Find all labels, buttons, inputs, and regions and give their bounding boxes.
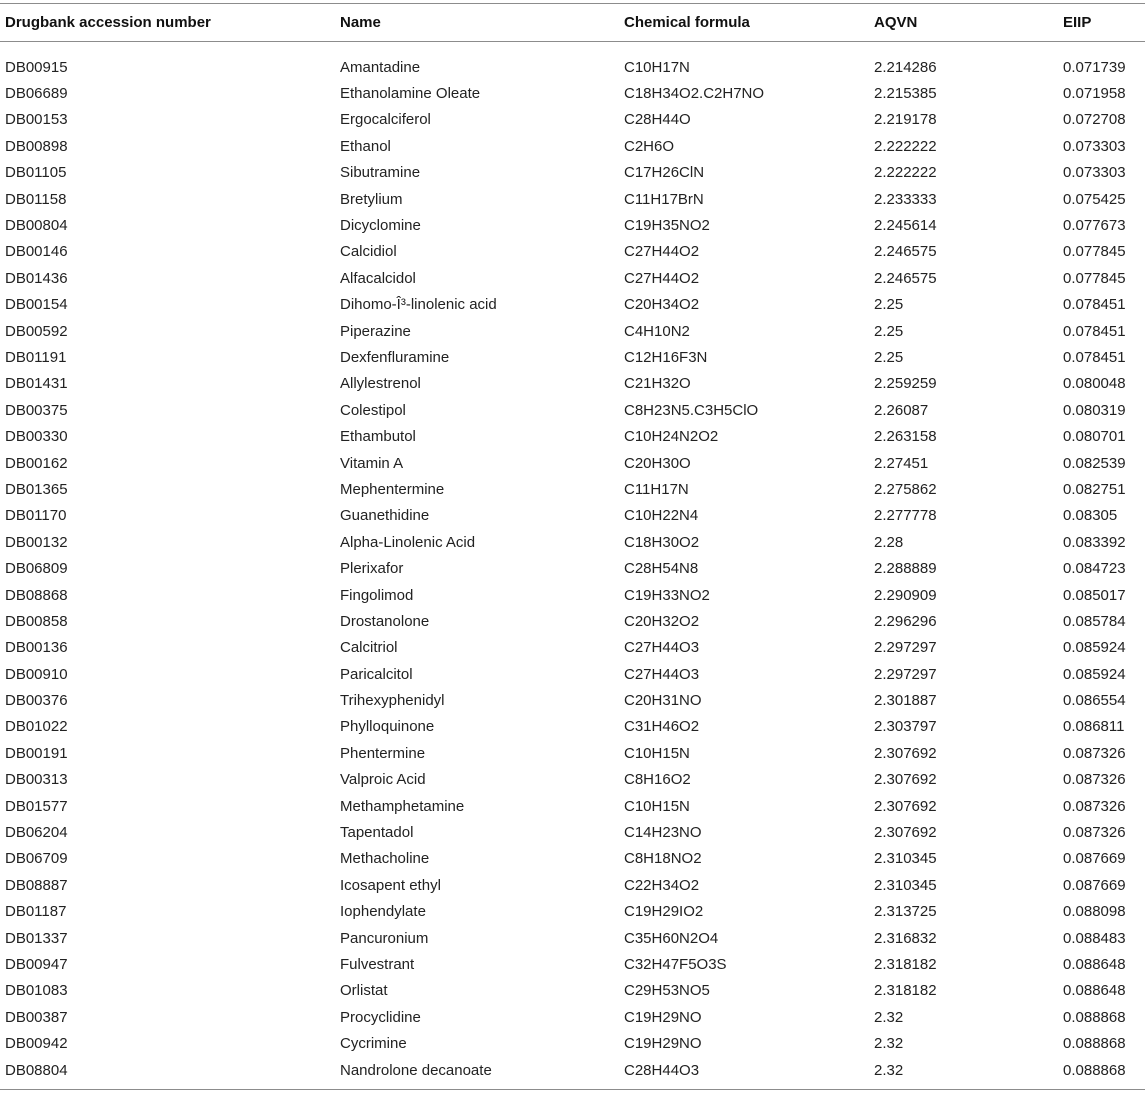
cell-formula: C32H47F5O3S — [624, 955, 727, 973]
table-row — [0, 265, 1145, 291]
cell-aqvn: 2.297297 — [874, 639, 937, 657]
cell-name: Piperazine — [340, 322, 411, 340]
cell-aqvn: 2.263158 — [874, 428, 937, 446]
cell-accession: DB00330 — [5, 428, 68, 446]
cell-accession: DB00898 — [5, 137, 68, 155]
cell-formula: C8H16O2 — [624, 771, 691, 789]
cell-accession: DB01577 — [5, 797, 68, 815]
cell-eiip: 0.086811 — [1063, 718, 1125, 736]
cell-aqvn: 2.277778 — [874, 507, 937, 525]
cell-name: Tapentadol — [340, 824, 414, 842]
cell-name: Ethanolamine Oleate — [340, 85, 481, 103]
cell-name: Valproic Acid — [340, 771, 426, 789]
cell-formula: C27H44O3 — [624, 639, 700, 657]
cell-formula: C10H15N — [624, 797, 690, 815]
cell-name: Methacholine — [340, 850, 430, 868]
cell-formula: C20H34O2 — [624, 296, 700, 314]
cell-formula: C28H44O3 — [624, 1061, 700, 1079]
cell-eiip: 0.086554 — [1063, 692, 1126, 710]
table-row — [0, 54, 1145, 80]
cell-formula: C29H53NO5 — [624, 982, 710, 1000]
cell-accession: DB06809 — [5, 560, 68, 578]
cell-name: Bretylium — [340, 190, 403, 208]
cell-eiip: 0.088868 — [1063, 1008, 1126, 1026]
cell-aqvn: 2.32 — [874, 1035, 904, 1053]
cell-name: Dihomo-Î³-linolenic acid — [340, 296, 497, 314]
table-row — [0, 661, 1145, 687]
table-row — [0, 80, 1145, 106]
table-row — [0, 714, 1145, 740]
cell-accession: DB00146 — [5, 243, 68, 261]
cell-formula: C21H32O — [624, 375, 691, 393]
cell-accession: DB01337 — [5, 929, 68, 947]
cell-accession: DB00942 — [5, 1035, 68, 1053]
cell-accession: DB00387 — [5, 1008, 68, 1026]
cell-name: Orlistat — [340, 982, 388, 1000]
cell-accession: DB01431 — [5, 375, 68, 393]
cell-name: Drostanolone — [340, 612, 430, 630]
drug-table — [0, 3, 1145, 1090]
table-row — [0, 450, 1145, 476]
cell-formula: C20H30O — [624, 454, 691, 472]
table-row — [0, 899, 1145, 925]
cell-accession: DB00313 — [5, 771, 68, 789]
cell-aqvn: 2.245614 — [874, 217, 937, 235]
cell-formula: C28H44O — [624, 111, 691, 129]
table-row — [0, 740, 1145, 766]
cell-accession: DB01158 — [5, 190, 67, 208]
table-row — [0, 793, 1145, 819]
cell-accession: DB00191 — [5, 744, 68, 762]
cell-accession: DB00136 — [5, 639, 68, 657]
cell-name: Cycrimine — [340, 1035, 407, 1053]
cell-aqvn: 2.233333 — [874, 190, 937, 208]
cell-eiip: 0.084723 — [1063, 560, 1126, 578]
cell-eiip: 0.083392 — [1063, 533, 1126, 551]
cell-name: Fulvestrant — [340, 955, 415, 973]
cell-formula: C17H26ClN — [624, 164, 705, 182]
cell-aqvn: 2.222222 — [874, 137, 937, 155]
cell-eiip: 0.080319 — [1063, 401, 1126, 419]
cell-accession: DB00132 — [5, 533, 68, 551]
cell-eiip: 0.085784 — [1063, 612, 1126, 630]
cell-formula: C27H44O2 — [624, 269, 700, 287]
table-row — [0, 1030, 1145, 1056]
table-row — [0, 819, 1145, 845]
cell-accession: DB06204 — [5, 824, 68, 842]
cell-accession: DB00947 — [5, 955, 68, 973]
header-aqvn: AQVN — [874, 14, 918, 31]
cell-aqvn: 2.32 — [874, 1008, 904, 1026]
cell-accession: DB00153 — [5, 111, 68, 129]
cell-accession: DB00858 — [5, 612, 68, 630]
cell-name: Phylloquinone — [340, 718, 435, 736]
cell-eiip: 0.077845 — [1063, 243, 1126, 261]
cell-eiip: 0.08305 — [1063, 507, 1118, 525]
cell-name: Allylestrenol — [340, 375, 421, 393]
cell-name: Paricalcitol — [340, 665, 413, 683]
cell-eiip: 0.072708 — [1063, 111, 1126, 129]
cell-aqvn: 2.303797 — [874, 718, 937, 736]
cell-formula: C19H29NO — [624, 1008, 702, 1026]
cell-eiip: 0.087326 — [1063, 797, 1126, 815]
cell-eiip: 0.085017 — [1063, 586, 1126, 604]
cell-formula: C19H29NO — [624, 1035, 702, 1053]
cell-accession: DB01365 — [5, 480, 68, 498]
cell-accession: DB01022 — [5, 718, 68, 736]
cell-formula: C19H29IO2 — [624, 903, 704, 921]
table-row — [0, 635, 1145, 661]
cell-aqvn: 2.310345 — [874, 850, 937, 868]
cell-aqvn: 2.246575 — [874, 269, 937, 287]
cell-name: Calcitriol — [340, 639, 398, 657]
cell-accession: DB00376 — [5, 692, 68, 710]
cell-formula: C11H17BrN — [624, 190, 704, 208]
table-row — [0, 555, 1145, 581]
cell-name: Ethambutol — [340, 428, 416, 446]
table-row — [0, 925, 1145, 951]
cell-aqvn: 2.25 — [874, 322, 904, 340]
cell-name: Ethanol — [340, 137, 391, 155]
cell-aqvn: 2.288889 — [874, 560, 937, 578]
cell-eiip: 0.082539 — [1063, 454, 1126, 472]
cell-aqvn: 2.219178 — [874, 111, 937, 129]
cell-formula: C10H22N4 — [624, 507, 699, 525]
cell-aqvn: 2.310345 — [874, 876, 937, 894]
cell-accession: DB00910 — [5, 665, 68, 683]
cell-accession: DB00162 — [5, 454, 68, 472]
cell-aqvn: 2.296296 — [874, 612, 937, 630]
cell-eiip: 0.080701 — [1063, 428, 1126, 446]
cell-name: Mephentermine — [340, 480, 445, 498]
cell-accession: DB00375 — [5, 401, 68, 419]
cell-formula: C22H34O2 — [624, 876, 700, 894]
cell-name: Icosapent ethyl — [340, 876, 441, 894]
table-row — [0, 846, 1145, 872]
cell-name: Plerixafor — [340, 560, 404, 578]
cell-name: Alpha-Linolenic Acid — [340, 533, 476, 551]
table-row — [0, 133, 1145, 159]
cell-accession: DB01105 — [5, 164, 67, 182]
cell-name: Dicyclomine — [340, 217, 421, 235]
table-row — [0, 767, 1145, 793]
cell-eiip: 0.087326 — [1063, 824, 1126, 842]
cell-accession: DB00915 — [5, 58, 68, 76]
cell-formula: C18H34O2.C2H7NO — [624, 85, 765, 103]
cell-name: Amantadine — [340, 58, 421, 76]
cell-accession: DB01191 — [5, 348, 67, 366]
cell-eiip: 0.088868 — [1063, 1035, 1126, 1053]
cell-name: Phentermine — [340, 744, 426, 762]
cell-aqvn: 2.28 — [874, 533, 904, 551]
cell-aqvn: 2.313725 — [874, 903, 937, 921]
cell-formula: C28H54N8 — [624, 560, 699, 578]
cell-eiip: 0.085924 — [1063, 639, 1126, 657]
cell-name: Procyclidine — [340, 1008, 421, 1026]
cell-aqvn: 2.301887 — [874, 692, 937, 710]
cell-eiip: 0.077673 — [1063, 217, 1126, 235]
cell-aqvn: 2.32 — [874, 1061, 904, 1079]
cell-aqvn: 2.307692 — [874, 824, 937, 842]
table-row — [0, 160, 1145, 186]
cell-accession: DB01170 — [5, 507, 67, 525]
cell-formula: C10H17N — [624, 58, 690, 76]
cell-name: Colestipol — [340, 401, 406, 419]
cell-formula: C20H32O2 — [624, 612, 700, 630]
cell-eiip: 0.085924 — [1063, 665, 1126, 683]
cell-name: Ergocalciferol — [340, 111, 431, 129]
cell-eiip: 0.088868 — [1063, 1061, 1126, 1079]
cell-eiip: 0.071739 — [1063, 58, 1126, 76]
table-row — [0, 687, 1145, 713]
cell-aqvn: 2.215385 — [874, 85, 937, 103]
table-row — [0, 344, 1145, 370]
table-body — [0, 42, 1145, 1090]
cell-name: Iophendylate — [340, 903, 426, 921]
cell-eiip: 0.080048 — [1063, 375, 1126, 393]
cell-accession: DB08868 — [5, 586, 68, 604]
cell-name: Trihexyphenidyl — [340, 692, 445, 710]
cell-name: Pancuronium — [340, 929, 429, 947]
cell-aqvn: 2.25 — [874, 348, 904, 366]
table-row — [0, 371, 1145, 397]
cell-formula: C20H31NO — [624, 692, 702, 710]
header-name: Name — [340, 14, 381, 31]
cell-accession: DB00154 — [5, 296, 68, 314]
cell-name: Methamphetamine — [340, 797, 465, 815]
cell-formula: C19H33NO2 — [624, 586, 710, 604]
cell-aqvn: 2.297297 — [874, 665, 937, 683]
cell-aqvn: 2.307692 — [874, 797, 937, 815]
table-row — [0, 212, 1145, 238]
cell-eiip: 0.078451 — [1063, 322, 1126, 340]
table-row — [0, 292, 1145, 318]
cell-name: Dexfenfluramine — [340, 348, 450, 366]
cell-aqvn: 2.290909 — [874, 586, 937, 604]
cell-aqvn: 2.318182 — [874, 955, 937, 973]
cell-eiip: 0.077845 — [1063, 269, 1126, 287]
cell-eiip: 0.073303 — [1063, 164, 1126, 182]
cell-aqvn: 2.222222 — [874, 164, 937, 182]
cell-eiip: 0.087669 — [1063, 876, 1126, 894]
table-header-row — [0, 3, 1145, 42]
header-formula: Chemical formula — [624, 14, 750, 31]
cell-accession: DB01436 — [5, 269, 68, 287]
header-eiip: EIIP — [1063, 14, 1092, 31]
cell-aqvn: 2.26087 — [874, 401, 929, 419]
table-row — [0, 608, 1145, 634]
table-row — [0, 1057, 1145, 1083]
cell-eiip: 0.088648 — [1063, 982, 1126, 1000]
cell-aqvn: 2.214286 — [874, 58, 937, 76]
table-row — [0, 186, 1145, 212]
cell-formula: C4H10N2 — [624, 322, 690, 340]
cell-name: Fingolimod — [340, 586, 414, 604]
cell-formula: C14H23NO — [624, 824, 702, 842]
cell-aqvn: 2.246575 — [874, 243, 937, 261]
cell-accession: DB08887 — [5, 876, 68, 894]
cell-formula: C27H44O3 — [624, 665, 700, 683]
table-row — [0, 529, 1145, 555]
cell-formula: C2H6O — [624, 137, 675, 155]
cell-name: Calcidiol — [340, 243, 397, 261]
table-row — [0, 423, 1145, 449]
cell-aqvn: 2.275862 — [874, 480, 937, 498]
cell-aqvn: 2.307692 — [874, 744, 937, 762]
cell-aqvn: 2.27451 — [874, 454, 929, 472]
cell-eiip: 0.082751 — [1063, 480, 1126, 498]
cell-aqvn: 2.307692 — [874, 771, 937, 789]
cell-formula: C8H18NO2 — [624, 850, 702, 868]
cell-name: Nandrolone decanoate — [340, 1061, 492, 1079]
cell-formula: C11H17N — [624, 480, 689, 498]
cell-formula: C10H24N2O2 — [624, 428, 719, 446]
table-row — [0, 872, 1145, 898]
cell-formula: C18H30O2 — [624, 533, 700, 551]
cell-eiip: 0.078451 — [1063, 296, 1126, 314]
cell-formula: C8H23N5.C3H5ClO — [624, 401, 759, 419]
cell-name: Alfacalcidol — [340, 269, 416, 287]
cell-eiip: 0.088098 — [1063, 903, 1126, 921]
table-row — [0, 1004, 1145, 1030]
table-row — [0, 107, 1145, 133]
table-row — [0, 397, 1145, 423]
cell-formula: C35H60N2O4 — [624, 929, 719, 947]
cell-formula: C31H46O2 — [624, 718, 700, 736]
cell-name: Sibutramine — [340, 164, 421, 182]
cell-formula: C12H16F3N — [624, 348, 708, 366]
cell-eiip: 0.078451 — [1063, 348, 1126, 366]
table-row — [0, 978, 1145, 1004]
table-row — [0, 951, 1145, 977]
cell-aqvn: 2.316832 — [874, 929, 937, 947]
cell-accession: DB01083 — [5, 982, 68, 1000]
cell-eiip: 0.087326 — [1063, 744, 1126, 762]
cell-eiip: 0.071958 — [1063, 85, 1126, 103]
cell-formula: C27H44O2 — [624, 243, 700, 261]
cell-eiip: 0.075425 — [1063, 190, 1126, 208]
table-row — [0, 582, 1145, 608]
cell-name: Vitamin A — [340, 454, 404, 472]
cell-aqvn: 2.259259 — [874, 375, 937, 393]
cell-formula: C10H15N — [624, 744, 690, 762]
cell-accession: DB00804 — [5, 217, 68, 235]
cell-aqvn: 2.318182 — [874, 982, 937, 1000]
cell-accession: DB06689 — [5, 85, 68, 103]
cell-accession: DB01187 — [5, 903, 67, 921]
cell-eiip: 0.088648 — [1063, 955, 1126, 973]
cell-aqvn: 2.25 — [874, 296, 904, 314]
table-row — [0, 476, 1145, 502]
cell-eiip: 0.087669 — [1063, 850, 1126, 868]
table-row — [0, 239, 1145, 265]
table-row — [0, 318, 1145, 344]
cell-formula: C19H35NO2 — [624, 217, 710, 235]
cell-accession: DB06709 — [5, 850, 68, 868]
table-row — [0, 503, 1145, 529]
cell-accession: DB00592 — [5, 322, 68, 340]
cell-name: Guanethidine — [340, 507, 430, 525]
cell-eiip: 0.088483 — [1063, 929, 1126, 947]
cell-eiip: 0.073303 — [1063, 137, 1126, 155]
header-accession: Drugbank accession number — [5, 14, 211, 31]
cell-eiip: 0.087326 — [1063, 771, 1126, 789]
cell-accession: DB08804 — [5, 1061, 68, 1079]
